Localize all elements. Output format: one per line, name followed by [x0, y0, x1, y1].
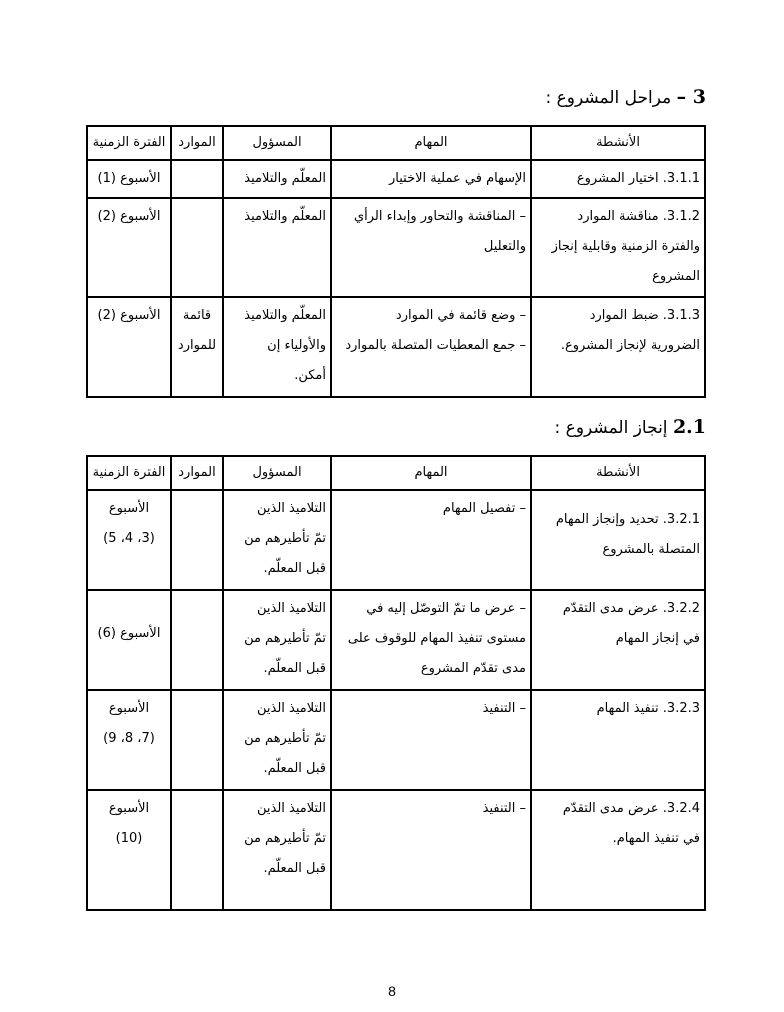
tasks-cell: – المناقشة والتحاور وإبداء الرأي والتعليل	[331, 198, 531, 297]
period-cell: الأسبوع (2)	[87, 198, 171, 297]
header-resources: الموارد	[171, 126, 223, 160]
table-row	[87, 590, 705, 690]
header-responsible: المسؤول	[223, 126, 331, 160]
activity-cell: 3.1.3. ضبط الموارد الضرورية لإنجاز المشروع.	[531, 297, 705, 397]
header-activities: الأنشطة	[531, 126, 705, 160]
resources-cell	[171, 790, 223, 910]
header-responsible: المسؤول	[223, 456, 331, 490]
page-number: 8	[388, 983, 396, 999]
tasks-cell: – وضع قائمة في الموارد – جمع المعطيات المتصلة بالموارد	[331, 297, 531, 397]
responsible-cell: المعلّم والتلاميذ والأولياء إن أمكن.	[223, 297, 331, 397]
table-header-row	[87, 126, 705, 160]
header-tasks: المهام	[331, 456, 531, 490]
header-tasks: المهام	[331, 126, 531, 160]
activity-cell: 3.2.1. تحديد وإنجاز المهام المتصلة بالمشروع	[531, 490, 705, 590]
activity-cell: 3.1.1. اختيار المشروع	[531, 160, 705, 198]
activity-cell: 3.2.4. عرض مدى التقدّم في تنفيذ المهام.	[531, 790, 705, 910]
responsible-cell: التلاميذ الذين تمّ تأطيرهم من قبل المعلّم.	[223, 590, 331, 690]
tasks-cell: – عرض ما تمّ التوصّل إليه في مستوى تنفيذ المهام للوقوف على مدى تقدّم المشروع	[331, 590, 531, 690]
table-row	[87, 690, 705, 790]
activity-cell: 3.2.2. عرض مدى التقدّم في إنجاز المهام	[531, 590, 705, 690]
responsible-cell: المعلّم والتلاميذ	[223, 160, 331, 198]
resources-cell	[171, 160, 223, 198]
resources-cell	[171, 590, 223, 690]
table-row	[87, 297, 705, 397]
tasks-cell: – التنفيذ	[331, 790, 531, 910]
header-resources: الموارد	[171, 456, 223, 490]
section-title: مراحل المشروع :	[545, 88, 672, 108]
tasks-cell: الإسهام في عملية الاختيار	[331, 160, 531, 198]
period-cell: الأسبوع (3، 4، 5)	[87, 490, 171, 590]
section-title: إنجاز المشروع :	[554, 418, 668, 438]
responsible-cell: التلاميذ الذين تمّ تأطيرهم من قبل المعلّم.	[223, 790, 331, 910]
section-3-heading	[545, 86, 706, 108]
header-period: الفترة الزمنية	[87, 456, 171, 490]
table-header-row	[87, 456, 705, 490]
tasks-cell: – تفصيل المهام	[331, 490, 531, 590]
section-2-1-heading	[555, 416, 706, 438]
resources-cell	[171, 490, 223, 590]
period-cell: الأسبوع (6)	[87, 590, 171, 690]
period-cell: الأسبوع (1)	[87, 160, 171, 198]
resources-cell	[171, 198, 223, 297]
table-row	[87, 490, 705, 590]
tasks-cell: – التنفيذ	[331, 690, 531, 790]
resources-cell	[171, 690, 223, 790]
section-number: 2.1	[672, 416, 706, 438]
responsible-cell: المعلّم والتلاميذ	[223, 198, 331, 297]
resources-cell: قائمة للموارد	[171, 297, 223, 397]
table-row	[87, 790, 705, 910]
table-row	[87, 160, 705, 198]
table-row	[87, 198, 705, 297]
responsible-cell: التلاميذ الذين تمّ تأطيرهم من قبل المعلّم.	[223, 690, 331, 790]
period-cell: الأسبوع (7، 8، 9)	[87, 690, 171, 790]
period-cell: الأسبوع (10)	[87, 790, 171, 910]
activity-cell: 3.2.3. تنفيذ المهام	[531, 690, 705, 790]
header-activities: الأنشطة	[531, 456, 705, 490]
period-cell: الأسبوع (2)	[87, 297, 171, 397]
project-execution-table	[86, 455, 706, 911]
header-period: الفترة الزمنية	[87, 126, 171, 160]
responsible-cell: التلاميذ الذين تمّ تأطيرهم من قبل المعلّم.	[223, 490, 331, 590]
project-stages-table	[86, 125, 706, 398]
section-number: 3 –	[676, 86, 706, 108]
activity-cell: 3.1.2. مناقشة الموارد والفترة الزمنية وقابلية إنجاز المشروع	[531, 198, 705, 297]
